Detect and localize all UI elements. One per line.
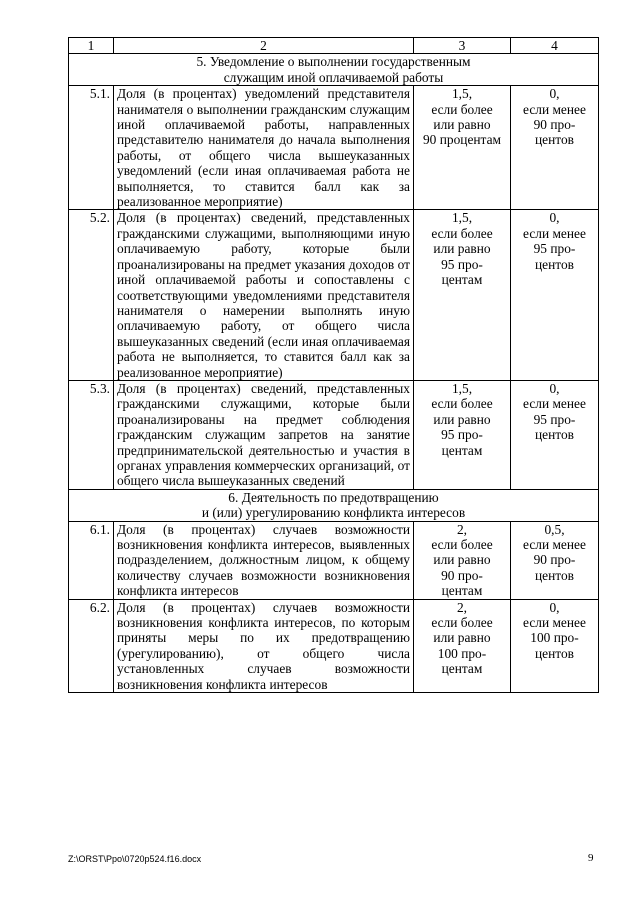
score-low-line: если менее — [523, 537, 586, 552]
score-low-line: 0, — [549, 599, 560, 615]
table-row — [69, 599, 599, 692]
score-high-cell — [414, 521, 511, 599]
section-title-line: и (или) урегулированию конфликта интересов — [201, 505, 466, 521]
section-title-line: 5. Уведомление о выполнении государственным — [196, 54, 471, 70]
header-col-4: 4 — [511, 38, 599, 54]
score-high-line: центам — [441, 442, 483, 458]
score-low-line: если менее — [523, 396, 586, 412]
score-high-cell — [414, 86, 511, 210]
item-description: Доля (в процентах) сведений, представленных гражданскими служащими, выполняющими иную оплачиваемую работу, которые были проанализированы на предмет указания доходов от иной оплачиваемой работы и сопоставлены с соответствующими уведомлениями представителя нанимателя о намерении выполнять иную оплачиваемую работу, от общего числа вышеуказанных сведений (если иная оплачиваемая работа не выполняется, то ставится балл как за реализованное мероприятие) — [114, 210, 414, 380]
score-low-line: 0, — [549, 86, 560, 102]
score-low-cell — [511, 380, 599, 489]
score-high-line: или равно — [433, 411, 491, 427]
score-low-cell — [511, 521, 599, 599]
score-low-line: если менее — [523, 615, 586, 631]
item-description: Доля (в процентах) случаев возможности возникновения конфликта интересов, выявленных подразделением, должностным лицом, к общему количеству случаев возможности возникновения конфликта интересов — [114, 521, 414, 599]
score-low-line: 0, — [549, 380, 560, 396]
score-low-line: 90 про- — [533, 552, 576, 568]
header-col-3: 3 — [414, 38, 511, 54]
score-high-cell — [414, 380, 511, 489]
table-header-row — [69, 38, 599, 54]
item-number: 5.2. — [69, 210, 114, 380]
score-high-line: если более — [431, 396, 493, 412]
section-heading — [69, 489, 599, 521]
score-high-line: 2, — [456, 599, 468, 615]
item-description: Доля (в процентах) сведений, представленных гражданскими служащими, которые были проанализированы на предмет соблюдения гражданским служащим запретов на занятие предпринимательской деятельностью и участия в органах управления коммерческих организаций, от общего числа вышеуказанных сведений — [114, 380, 414, 489]
score-high-line: 90 процентам — [422, 132, 501, 148]
score-low-line: центов — [535, 567, 574, 583]
score-low-cell — [511, 210, 599, 380]
item-number: 5.1. — [69, 86, 114, 210]
score-low-line: центов — [535, 645, 574, 661]
score-low-cell — [511, 86, 599, 210]
section-title-line: служащим иной оплачиваемой работы — [223, 69, 444, 85]
item-description: Доля (в процентах) уведомлений представителя нанимателя о выполнении гражданским служащим иной оплачиваемой работы, направленных представителю нанимателя до начала выполнения работы, от общего числа вышеуказанных уведомлений (если иная оплачиваемая работа не выполняется, то ставится балл как за реализованное мероприятие) — [114, 86, 414, 210]
score-high-line: 1,5, — [451, 380, 473, 396]
header-col-2: 2 — [114, 38, 414, 54]
item-number: 5.3. — [69, 380, 114, 489]
score-high-cell — [414, 210, 511, 380]
header-col-1: 1 — [69, 38, 114, 54]
score-low-line: 100 про- — [530, 630, 579, 646]
score-low-line: 90 про- — [533, 117, 576, 133]
score-low-cell — [511, 599, 599, 692]
score-low-line: 0,5, — [544, 521, 565, 537]
item-number: 6.2. — [69, 599, 114, 692]
score-low-line: 95 про- — [533, 411, 576, 427]
score-high-line: 95 про- — [441, 256, 483, 272]
score-high-line: или равно — [433, 630, 491, 646]
score-high-line: или равно — [433, 241, 491, 257]
score-high-line: или равно — [433, 552, 491, 568]
score-low-line: центов — [535, 256, 574, 272]
item-number: 6.1. — [69, 521, 114, 599]
table-row — [69, 380, 599, 489]
section-title-line: 6. Деятельность по предотвращению — [228, 489, 439, 505]
score-high-line: если более — [431, 101, 493, 117]
score-high-line: если более — [431, 225, 493, 241]
table-row — [69, 210, 599, 380]
score-high-line: если более — [431, 615, 493, 631]
item-description: Доля (в процентах) случаев возможности возникновения конфликта интересов, по которым приняты меры по их предотвращению (урегулированию), от общего числа установленных случаев возможности возникновения конфликта интересов — [114, 599, 414, 692]
score-low-line: если менее — [523, 101, 586, 117]
score-high-line: 2, — [456, 521, 468, 537]
footer-page-number: 9 — [588, 852, 594, 864]
score-high-line: 90 про- — [441, 567, 483, 583]
score-low-line: центов — [535, 427, 574, 443]
score-high-line: 1,5, — [451, 210, 473, 226]
score-low-line: 95 про- — [533, 241, 576, 257]
score-high-line: центам — [441, 583, 483, 599]
section-heading — [69, 54, 599, 86]
score-high-line: 1,5, — [451, 86, 473, 102]
score-low-line: центов — [535, 132, 574, 148]
section-heading-row — [69, 489, 599, 521]
criteria-table — [68, 37, 599, 693]
score-high-line: центам — [441, 661, 483, 677]
score-high-line: если более — [431, 537, 493, 552]
score-high-cell — [414, 599, 511, 692]
footer-file-path: Z:\ORST\Ppo\0720p524.f16.docx — [68, 854, 202, 864]
score-high-line: 100 про- — [437, 645, 487, 661]
score-low-line: если менее — [523, 225, 586, 241]
table-row — [69, 521, 599, 599]
score-low-line: 0, — [549, 210, 560, 226]
table-row — [69, 86, 599, 210]
section-heading-row — [69, 54, 599, 86]
score-high-line: 95 про- — [441, 427, 483, 443]
score-high-line: центам — [441, 272, 483, 288]
score-high-line: или равно — [433, 117, 491, 133]
